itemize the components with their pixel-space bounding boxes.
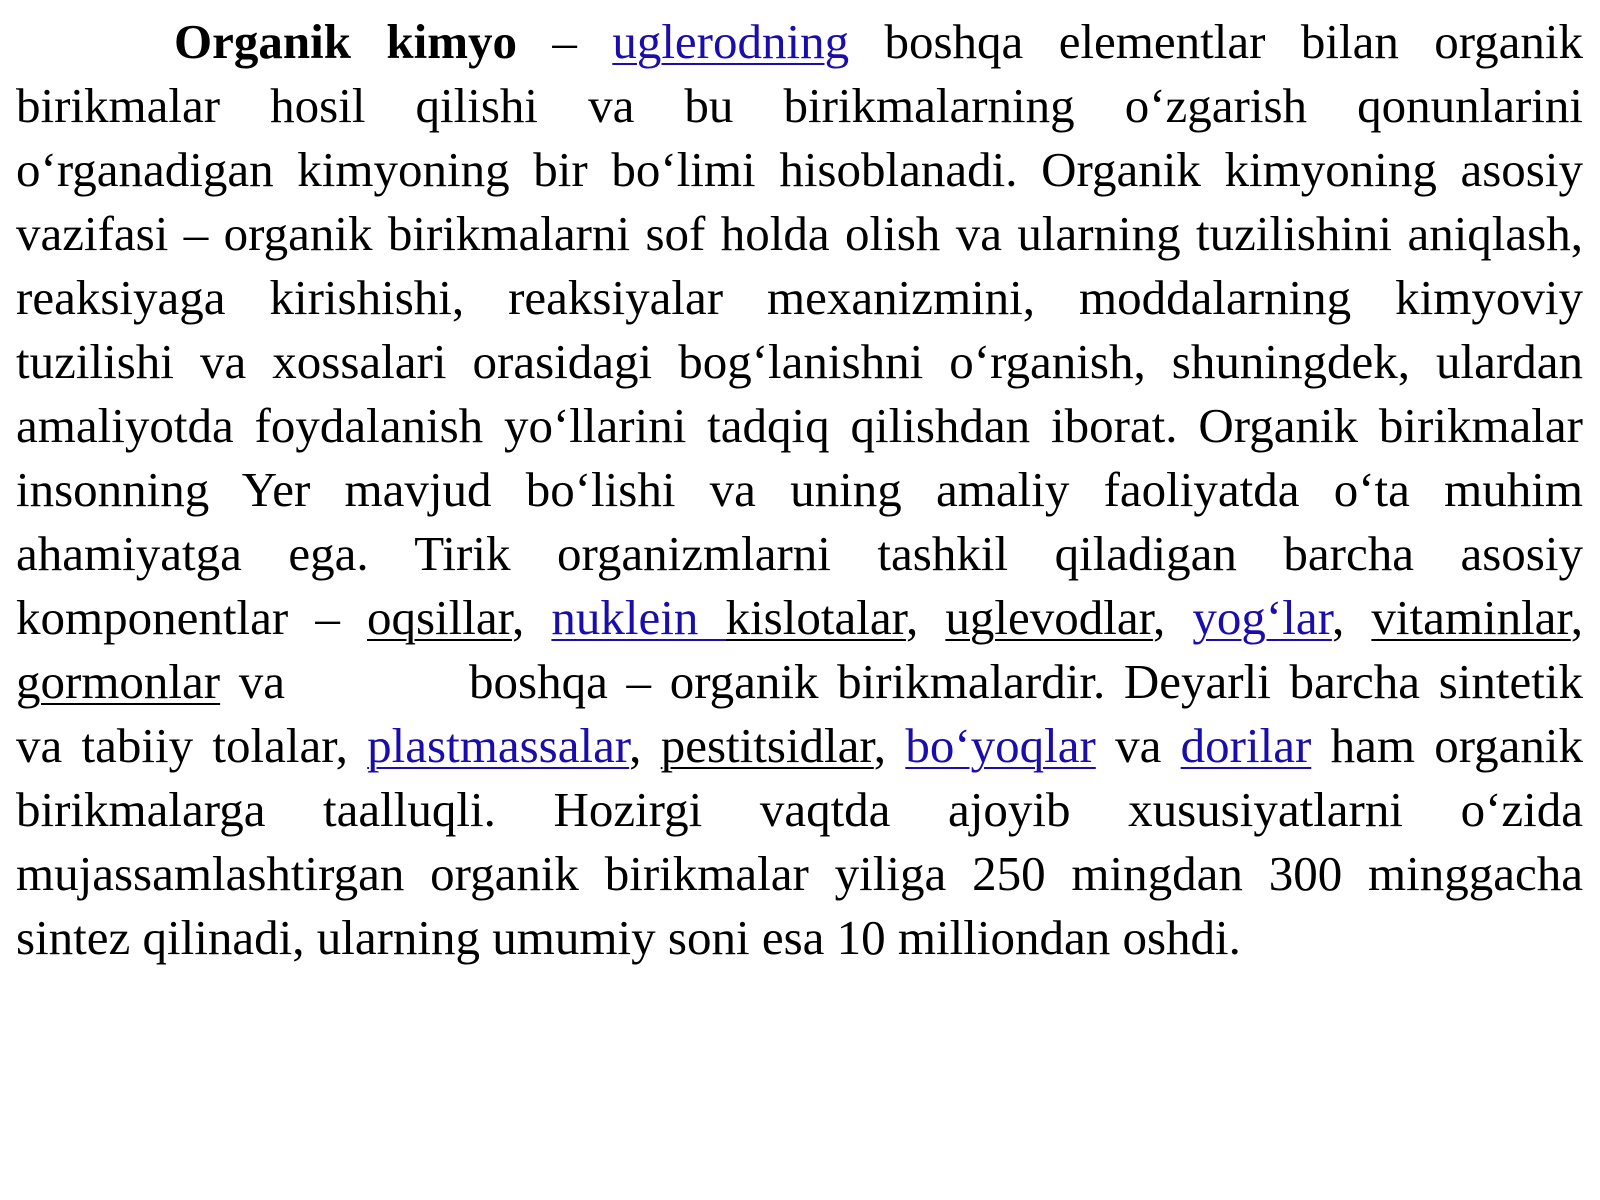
comma-separator: ,: [629, 718, 661, 773]
paragraph-text-4: ham organik birikmalarga taalluqli. Hozirgi vaqtda ajoyib xususiyatlarni oʻzida mujassamlashtirgan organik birikmalar yiliga 250 mingdan 300 minggacha sintez qilinadi, ularning umumiy soni esa 10 milliondan oshdi.: [16, 718, 1584, 965]
article-paragraph: [16, 10, 1583, 970]
link-uglerodning[interactable]: uglerodning: [612, 14, 850, 69]
link-yoglar[interactable]: yogʻlar: [1192, 590, 1332, 645]
paragraph-text-1: boshqa elementlar bilan organik birikmalar hosil qilishi va bu birikmalarning oʻzgarish qonunlarini oʻrganadigan kimyoning bir boʻlimi hisoblanadi. Organik kimyoning asosiy vazifasi – organik birikmalarni sof holda olish va ularning tuzilishini aniqlash, reaksiyaga kirishishi, reaksiyalar mexanizmini, moddalarning kimyoviy tuzilishi va xossalari orasidagi bogʻlanishni oʻrganish, shuningdek, ulardan amaliyotda foydalanish yoʻllarini tadqiq qilishdan iborat. Organik birikmalar insonning Yer mavjud boʻlishi va uning amaliy faoliyatda oʻta muhim ahamiyatga ega. Tirik organizmlarni tashkil qiladigan barcha asosiy komponentlar –: [16, 14, 1583, 645]
comma-separator: ,: [905, 590, 946, 645]
comma-separator: ,: [512, 590, 552, 645]
link-kislotalar[interactable]: kislotalar: [725, 590, 906, 645]
comma-separator: ,: [873, 718, 906, 773]
link-gormonlar[interactable]: gormonlar: [16, 654, 221, 709]
comma-separator: ,: [1570, 590, 1584, 645]
paragraph-text-3: va: [1095, 718, 1181, 773]
link-plastmassalar[interactable]: plastmassalar: [367, 718, 630, 773]
comma-separator: ,: [1152, 590, 1193, 645]
term-heading: Organik kimyo: [174, 14, 518, 69]
link-boyoqlar[interactable]: boʻyoqlar: [905, 718, 1096, 773]
paragraph-text-2a: va: [220, 654, 286, 709]
link-oqsillar[interactable]: oqsillar: [366, 590, 512, 645]
link-pestitsidlar[interactable]: pestitsidlar: [660, 718, 874, 773]
dash-separator: –: [517, 14, 613, 69]
link-nuklein[interactable]: nuklein: [551, 590, 726, 645]
link-dorilar[interactable]: dorilar: [1180, 718, 1312, 773]
document-page: [16, 10, 1583, 970]
link-vitaminlar[interactable]: vitaminlar: [1371, 590, 1571, 645]
comma-separator: ,: [1331, 590, 1372, 645]
paragraph-text-2b: boshqa – organik birikmalardir. Deyarli barcha sintetik va tabiiy tolalar,: [16, 654, 1583, 773]
link-uglevodlar[interactable]: uglevodlar: [945, 590, 1153, 645]
